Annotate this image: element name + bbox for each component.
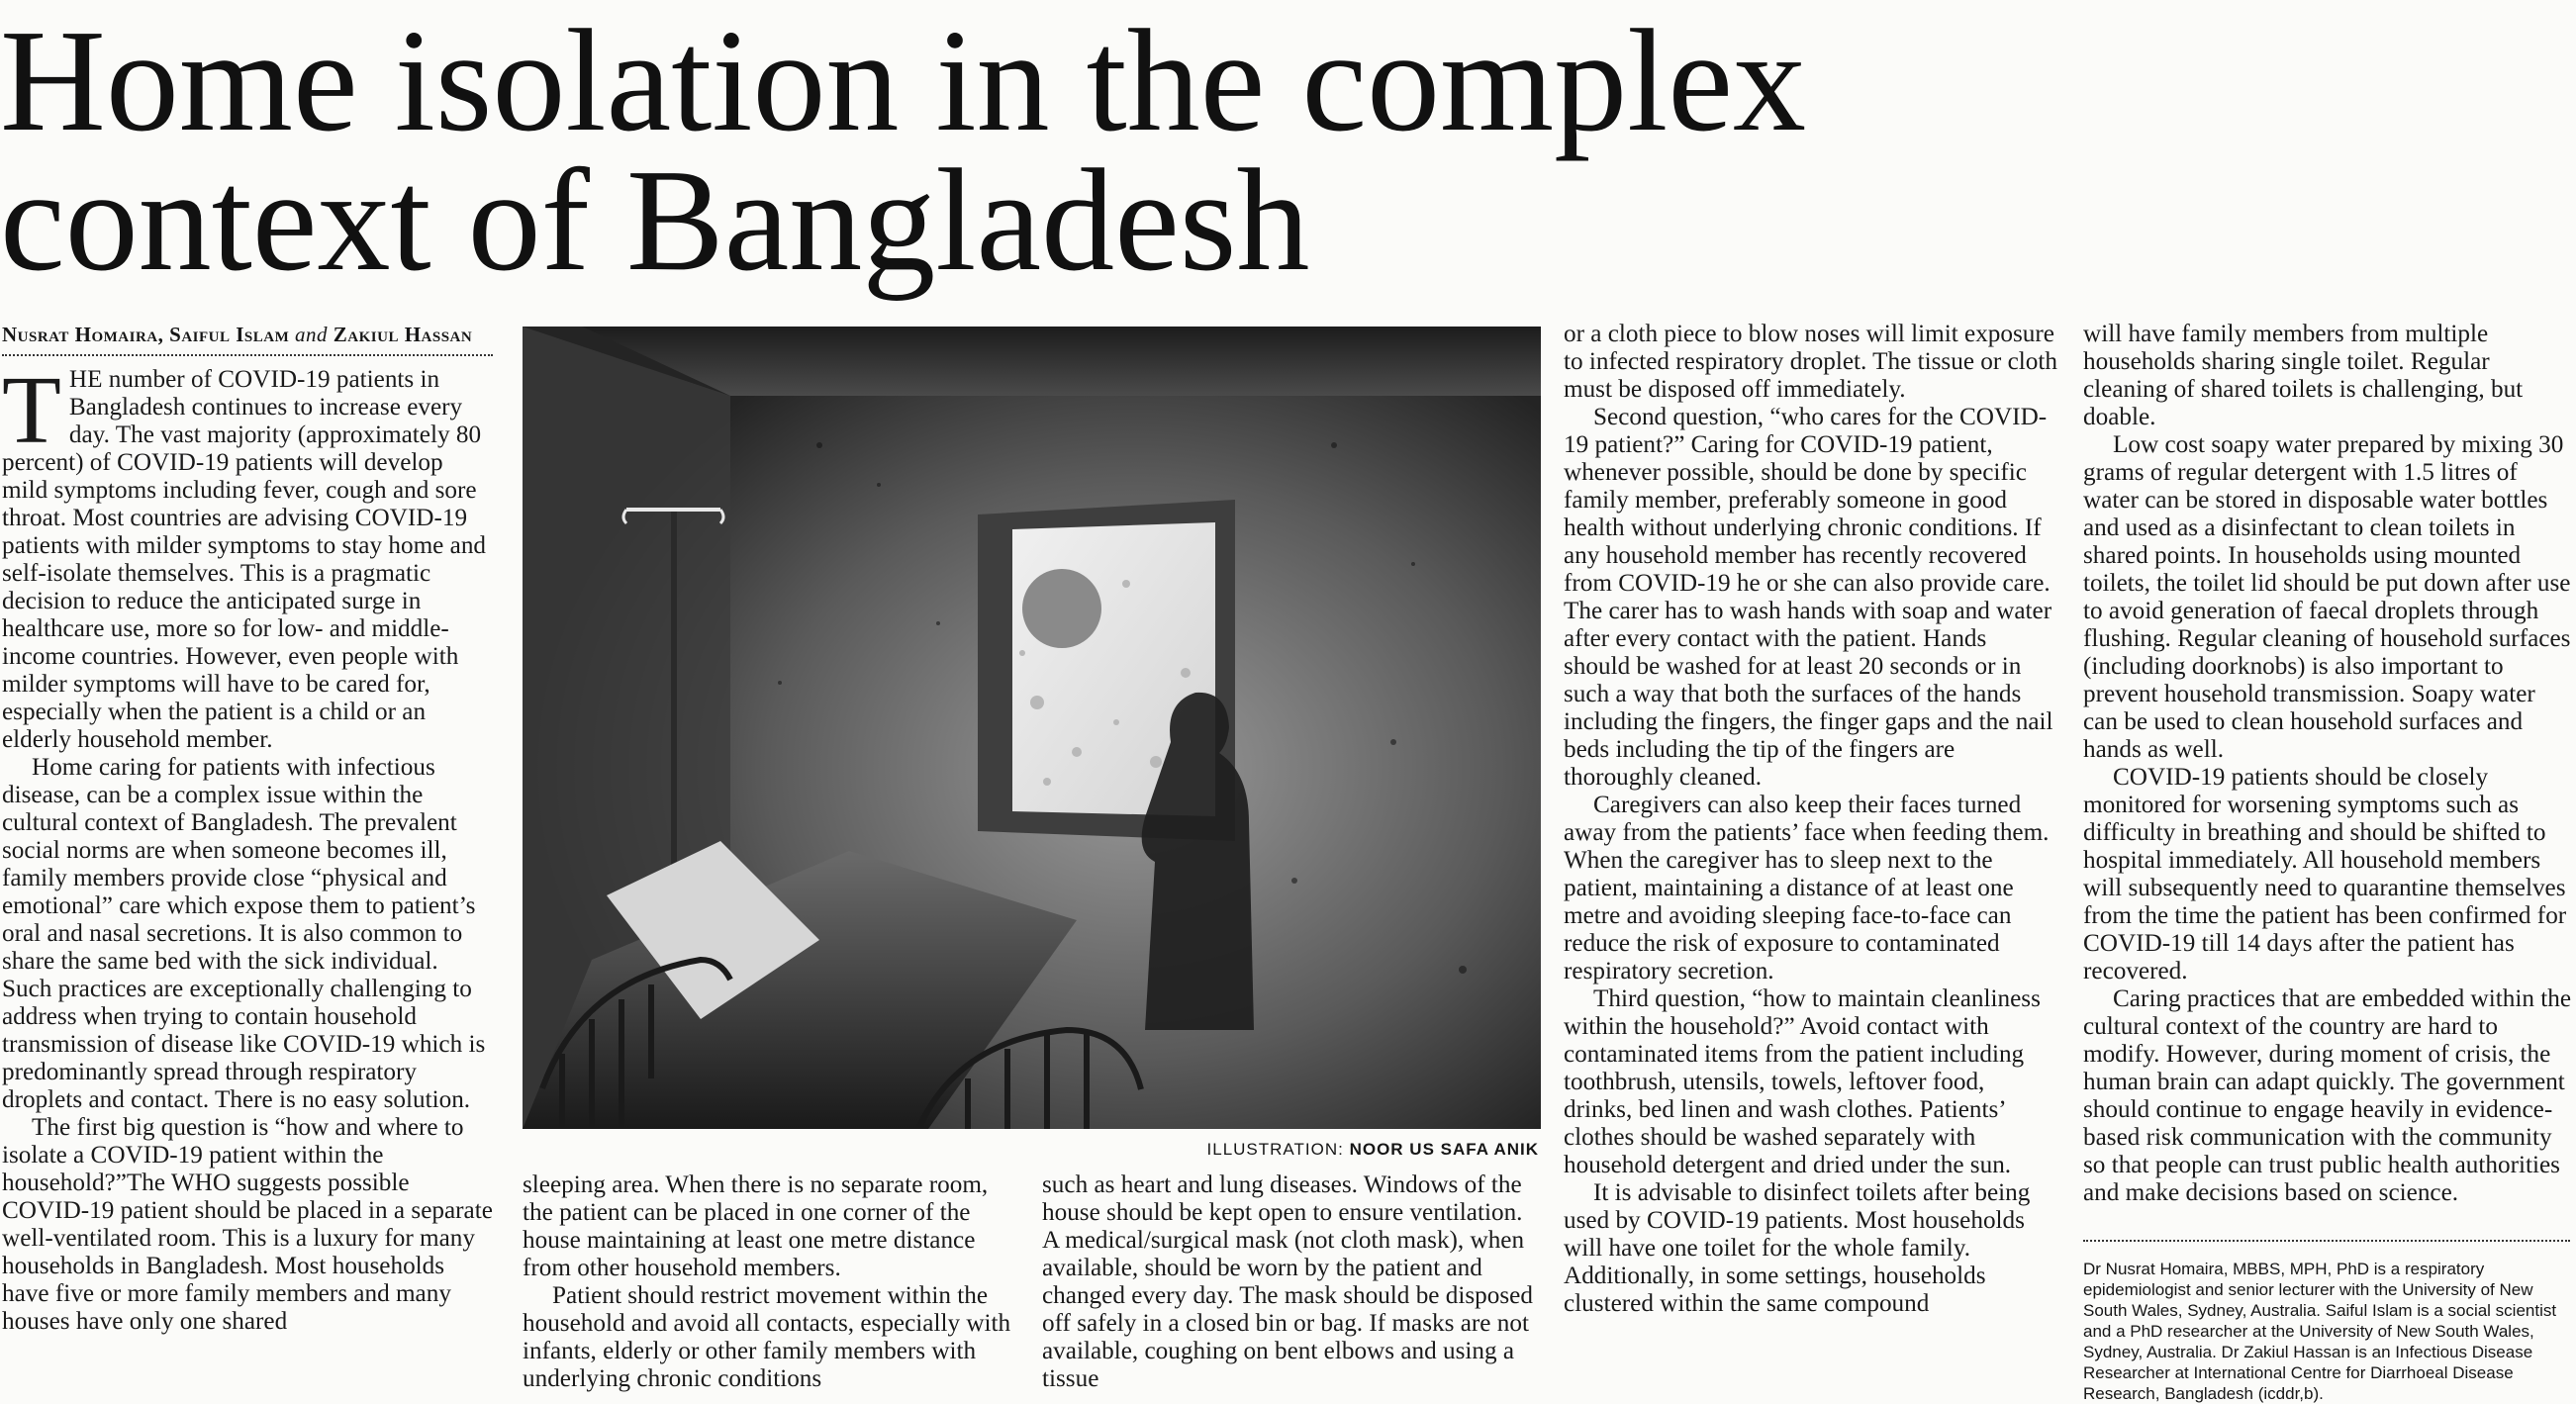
paragraph: Caring practices that are embedded within the cultural context of the country are hard to modify. However, during moment of crisis, the human brain can adapt quickly. The government should continue to engage heavily in evidence-based risk communication with the community so that people can trust public health authorities and make decisions based on science. [2083, 985, 2571, 1206]
paragraph: such as heart and lung diseases. Windows of the house should be kept open to ensure ventilation. A medical/surgical mask (not cloth mask), when available, should be worn by the patient and changed every day. The mask should be disposed off safely in a closed bin or bag. If masks are not available, coughing on bent elbows and using a tissue [1042, 1171, 1533, 1392]
author-bio: Dr Nusrat Homaira, MBBS, MPH, PhD is a respiratory epidemiologist and senior lecturer with the University of New South Wales, Sydney, Australia. Saiful Islam is a social scientist and a PhD researcher at the University of New South Wales, Sydney, Australia. Dr Zakiul Hassan is an Infectious Disease Researcher at International Centre for Diarrhoeal Disease Research, Bangladesh (icddr,b). [2083, 1260, 2557, 1403]
paragraph: Caregivers can also keep their faces turned away from the patients’ face when feeding them. When the caregiver has to sleep next to the patient, maintaining a distance of at least one metre and avoiding sleeping face-to-face can reduce the risk of exposure to contaminated respiratory secretion. [1564, 792, 2050, 984]
bio-divider [2083, 1240, 2570, 1242]
credit-name: NOOR US SAFA ANIK [1349, 1140, 1539, 1159]
paragraph: The first big question is “how and where to isolate a COVID-19 patient within the household?”The WHO suggests possible COVID-19 patient should be placed in a separate well-ventilated room. This is a luxury for many households in Bangladesh. Most households have five or more family members and many houses have only one shared [2, 1114, 493, 1335]
headline-line-1: Home isolation in the complex [0, 0, 1806, 162]
paragraph: will have family members from multiple households sharing single toilet. Regular cleaning of shared toilets is challenging, but doable. [2083, 321, 2524, 430]
byline-author-3: Zakiul Hassan [333, 323, 473, 346]
column-2 [523, 1171, 1017, 1393]
illustration-artwork [523, 327, 1541, 1129]
byline-and: and [295, 323, 329, 346]
headline-line-2: context of Bangladesh [0, 140, 1310, 302]
byline [2, 323, 497, 347]
paragraph: COVID-19 patients should be closely monitored for worsening symptoms such as difficulty in breathing and should be shifted to hospital immediately. All household members will subsequently need to quarantine themselves from the time the patient has been confirmed for COVID-19 till 14 days after the patient has recovered. [2083, 764, 2567, 984]
illustration-credit [1207, 1140, 1539, 1160]
column-3 [1042, 1171, 1542, 1393]
column-1 [2, 357, 493, 1336]
paragraph: THE number of COVID-19 patients in Bangladesh continues to increase every day. The vast majority (approximately 80 percent) of COVID-19 patients will develop mild symptoms including fever, cough and sore throat. Most countries are advising COVID-19 patients with milder symptoms to stay home and self-isolate themselves. This is a pragmatic decision to reduce the anticipated surge in healthcare use, more so for low- and middle-income countries. However, even people with milder symptoms will have to be cared for, especially when the patient is a child or an elderly household member. [2, 357, 487, 753]
byline-authors: Nusrat Homaira, Saiful Islam [2, 323, 290, 346]
paragraph: Third question, “how to maintain cleanliness within the household?” Avoid contact with contaminated items from the patient including toothbrush, utensils, towels, leftover food, drinks, bed linen and wash clothes. Patients’ clothes should be washed separately with household detergent and dried under the sun. [1564, 985, 2041, 1178]
column-5 [2083, 321, 2573, 1207]
column-4 [1564, 321, 2058, 1318]
paragraph: Second question, “who cares for the COVID-19 patient?” Caring for COVID-19 patient, whenever possible, should be done by specific family member, preferably someone in good health without underlying chronic conditions. If any household member has recently recovered from COVID-19 he or she can also provide care. The carer has to wash hands with soap and water after every contact with the patient. Hands should be washed for at least 20 seconds or in such a way that both the surfaces of the hands including the fingers, the finger gaps and the nail beds including the tip of the fingers are thoroughly cleaned. [1564, 404, 2053, 791]
illustration [523, 327, 1541, 1129]
byline-divider [2, 354, 493, 356]
paragraph: or a cloth piece to blow noses will limit exposure to infected respiratory droplet. The tissue or cloth must be disposed off immediately. [1564, 321, 2057, 403]
headline [0, 0, 1880, 302]
paragraph: sleeping area. When there is no separate room, the patient can be placed in one corner of the house maintaining at least one metre distance from other household members. [523, 1171, 989, 1281]
paragraph: It is advisable to disinfect toilets after being used by COVID-19 patients. Most households will have one toilet for the whole family. Additionally, in some settings, households clustered within the same compound [1564, 1179, 2031, 1317]
credit-label: ILLUSTRATION: [1206, 1140, 1344, 1159]
paragraph: Patient should restrict movement within the household and avoid all contacts, especially with infants, elderly or other family members with underlying chronic conditions [523, 1282, 1011, 1392]
paragraph: Home caring for patients with infectious disease, can be a complex issue within the cultural context of Bangladesh. The prevalent social norms are when someone becomes ill, family members provide close “physical and emotional” care which expose them to patient’s oral and nasal secretions. It is also common to share the same bed with the sick individual. Such practices are exceptionally challenging to address when trying to contain household transmission of disease like COVID-19 which is predominantly spread through respiratory droplets and contact. There is no easy solution. [2, 754, 486, 1113]
paragraph: Low cost soapy water prepared by mixing 30 grams of regular detergent with 1.5 litres of water can be stored in disposable water bottles and used as a disinfectant to clean toilets in shared points. In households using mounted toilets, the toilet lid should be put down after use to avoid generation of faecal droplets through flushing. Regular cleaning of household surfaces (including doorknobs) is also important to prevent household transmission. Soapy water can be used to clean household surfaces and hands as well. [2083, 431, 2571, 763]
drop-cap: T [2, 357, 61, 464]
